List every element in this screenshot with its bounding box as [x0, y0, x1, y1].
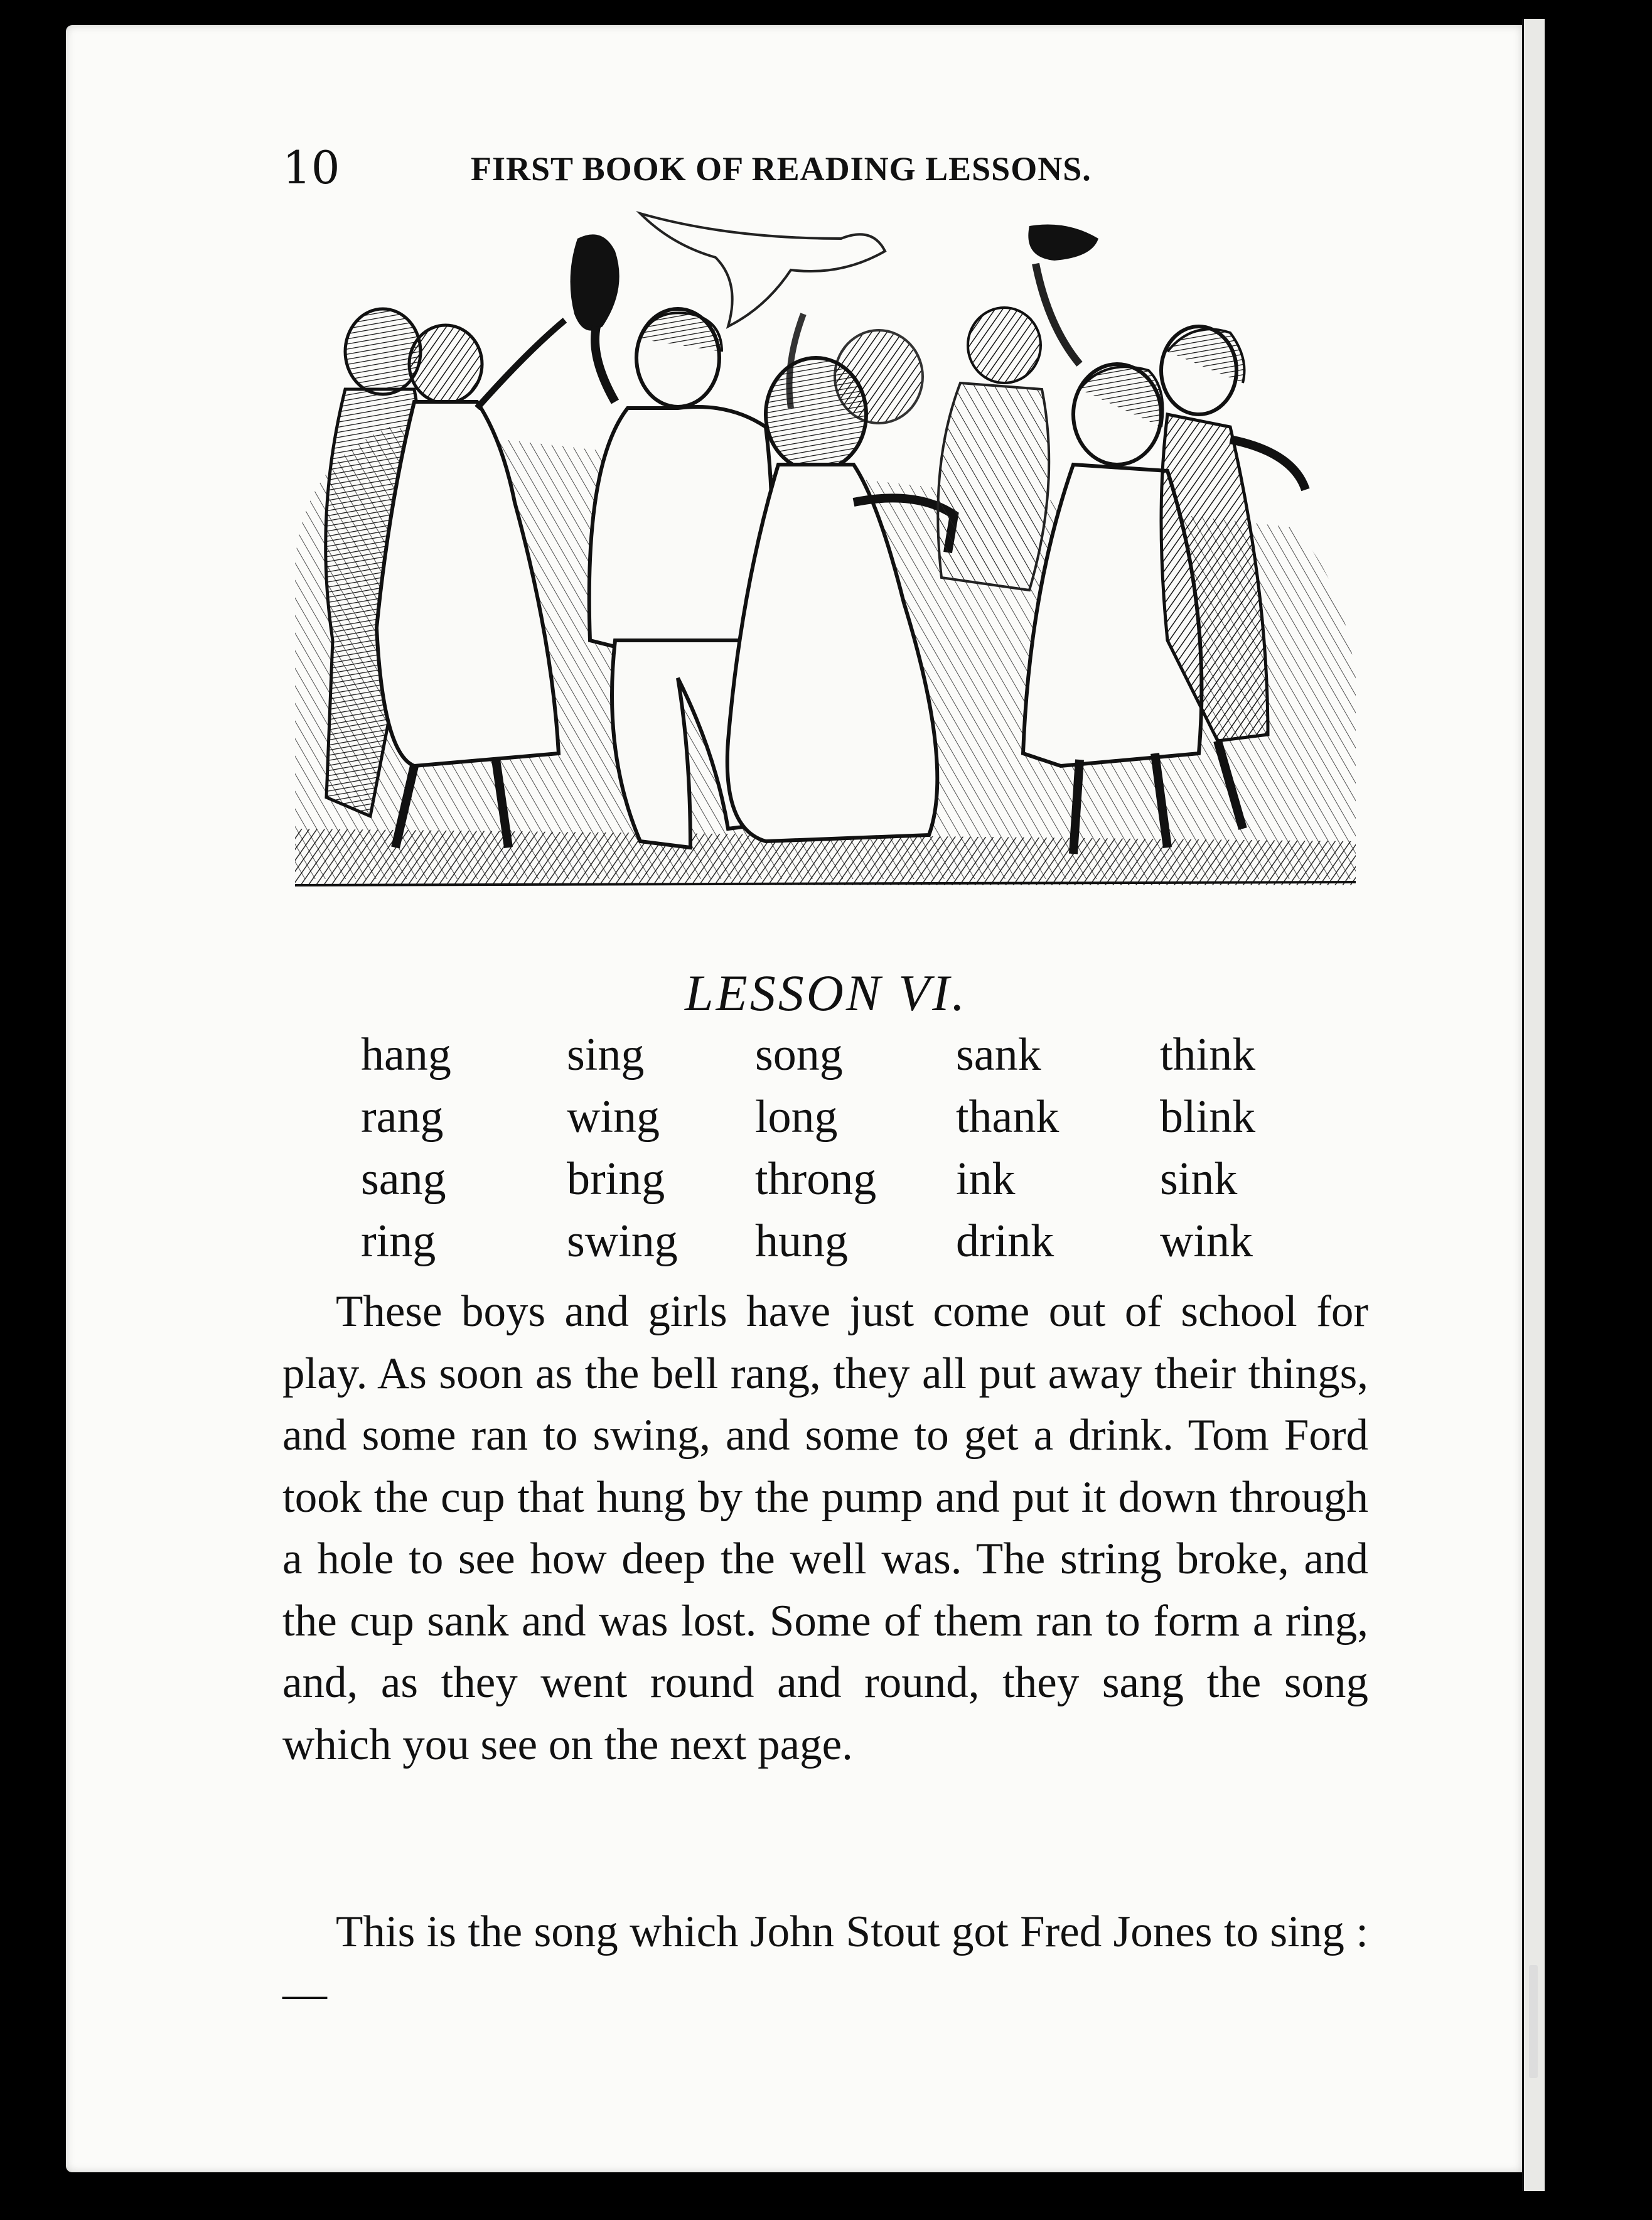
lesson-title: LESSON VI. — [685, 964, 967, 1021]
word-row — [361, 1028, 1323, 1091]
adjacent-page-edge — [1522, 19, 1547, 2191]
word-cell: rang — [361, 1091, 444, 1143]
engraving-children-dancing-icon — [289, 201, 1368, 967]
word-cell: drink — [956, 1215, 1054, 1267]
word-cell: song — [755, 1029, 843, 1080]
word-row — [361, 1091, 1323, 1153]
word-cell: sing — [567, 1029, 645, 1080]
word-cell: wink — [1160, 1215, 1253, 1267]
word-cell: sank — [956, 1029, 1041, 1080]
word-cell: blink — [1160, 1091, 1256, 1143]
word-cell: hang — [361, 1029, 451, 1080]
word-row — [361, 1215, 1323, 1277]
word-cell: wing — [567, 1091, 660, 1143]
word-cell: swing — [567, 1215, 678, 1267]
word-cell: long — [755, 1091, 838, 1143]
word-row — [361, 1153, 1323, 1215]
word-cell: think — [1160, 1029, 1256, 1080]
word-cell: bring — [567, 1153, 665, 1205]
running-head: FIRST BOOK OF READING LESSONS. — [471, 150, 1092, 188]
word-cell: ring — [361, 1215, 436, 1267]
word-cell: thank — [956, 1091, 1059, 1143]
word-cell: hung — [755, 1215, 848, 1267]
page-number: 10 — [282, 141, 340, 194]
word-cell: throng — [755, 1153, 877, 1205]
lesson-paragraph: These boys and girls have just come out of school for play. As soon as the bell rang, they all put away their things, and some ran to swing, and some to get a drink. Tom Ford took the cup that hung by the pump and put it down through a hole to see how deep the well was. The string broke, and the cup sank and was lost. Some of them ran to form a ring, and, as they went round and round, they sang the song which you see on the next page. — [282, 1287, 1368, 1769]
scan-border — [1545, 13, 1652, 2210]
lesson-paragraph: This is the song which John Stout got Fred Jones to sing :— — [282, 1907, 1368, 2018]
word-list-table — [361, 1028, 1323, 1277]
word-cell: ink — [956, 1153, 1016, 1205]
word-cell: sang — [361, 1153, 446, 1205]
word-cell: sink — [1160, 1153, 1238, 1205]
